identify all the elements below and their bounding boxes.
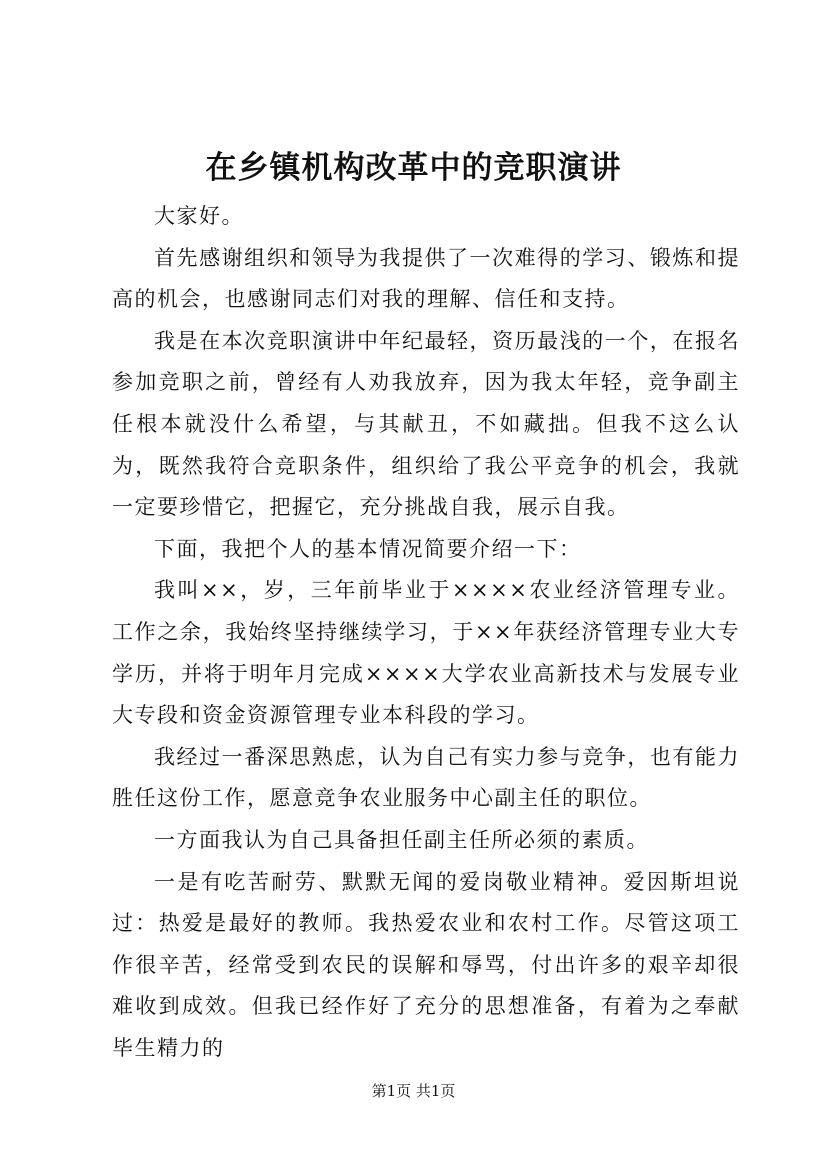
- paragraph-thanks: 首先感谢组织和领导为我提供了一次难得的学习、锻炼和提高的机会，也感谢同志们对我的理解、信任和支持。: [112, 245, 740, 312]
- page-footer: 第1页 共1页: [371, 1082, 456, 1100]
- paragraph-motivation: 我是在本次竞职演讲中年纪最轻，资历最浅的一个，在报名参加竞职之前，曾经有人劝我放弃，因为我太年轻，竞争副主任根本就没什么希望，与其献丑，不如藏拙。但我不这么认为，既然我符合竞职条件，组织给了我公平竞争的机会，我就一定要珍惜它，把握它，充分挑战自我，展示自我。: [112, 328, 740, 520]
- paragraph-background: 我叫××，岁，三年前毕业于××××农业经济管理专业。工作之余，我始终坚持继续学习，于××年获经济管理专业大专学历，并将于明年月完成××××大学农业高新技术与发展专业大专段和资金资源管理专业本科段的学习。: [112, 578, 740, 728]
- paragraph-greeting: 大家好。: [154, 204, 244, 228]
- document-body: [112, 196, 740, 1069]
- paragraph-intro: 下面，我把个人的基本情况简要介绍一下：: [154, 536, 582, 561]
- paragraph-decision: 我经过一番深思熟虑，认为自己有实力参与竞争，也有能力胜任这份工作，愿意竞争农业服务中心副主任的职位。: [112, 744, 740, 811]
- paragraph-qualities: 一方面我认为自己具备担任副主任所必须的素质。: [154, 827, 649, 852]
- paragraph-dedication: 一是有吃苦耐劳、默默无闻的爱岗敬业精神。爱因斯坦说过：热爱是最好的教师。我热爱农业和农村工作。尽管这项工作很辛苦，经常受到农民的误解和辱骂，付出许多的艰辛却很难收到成效。但我已经作好了充分的思想准备，有着为之奉献毕生精力的: [112, 869, 740, 1060]
- document-title: 在乡镇机构改革中的竞职演讲: [205, 150, 622, 186]
